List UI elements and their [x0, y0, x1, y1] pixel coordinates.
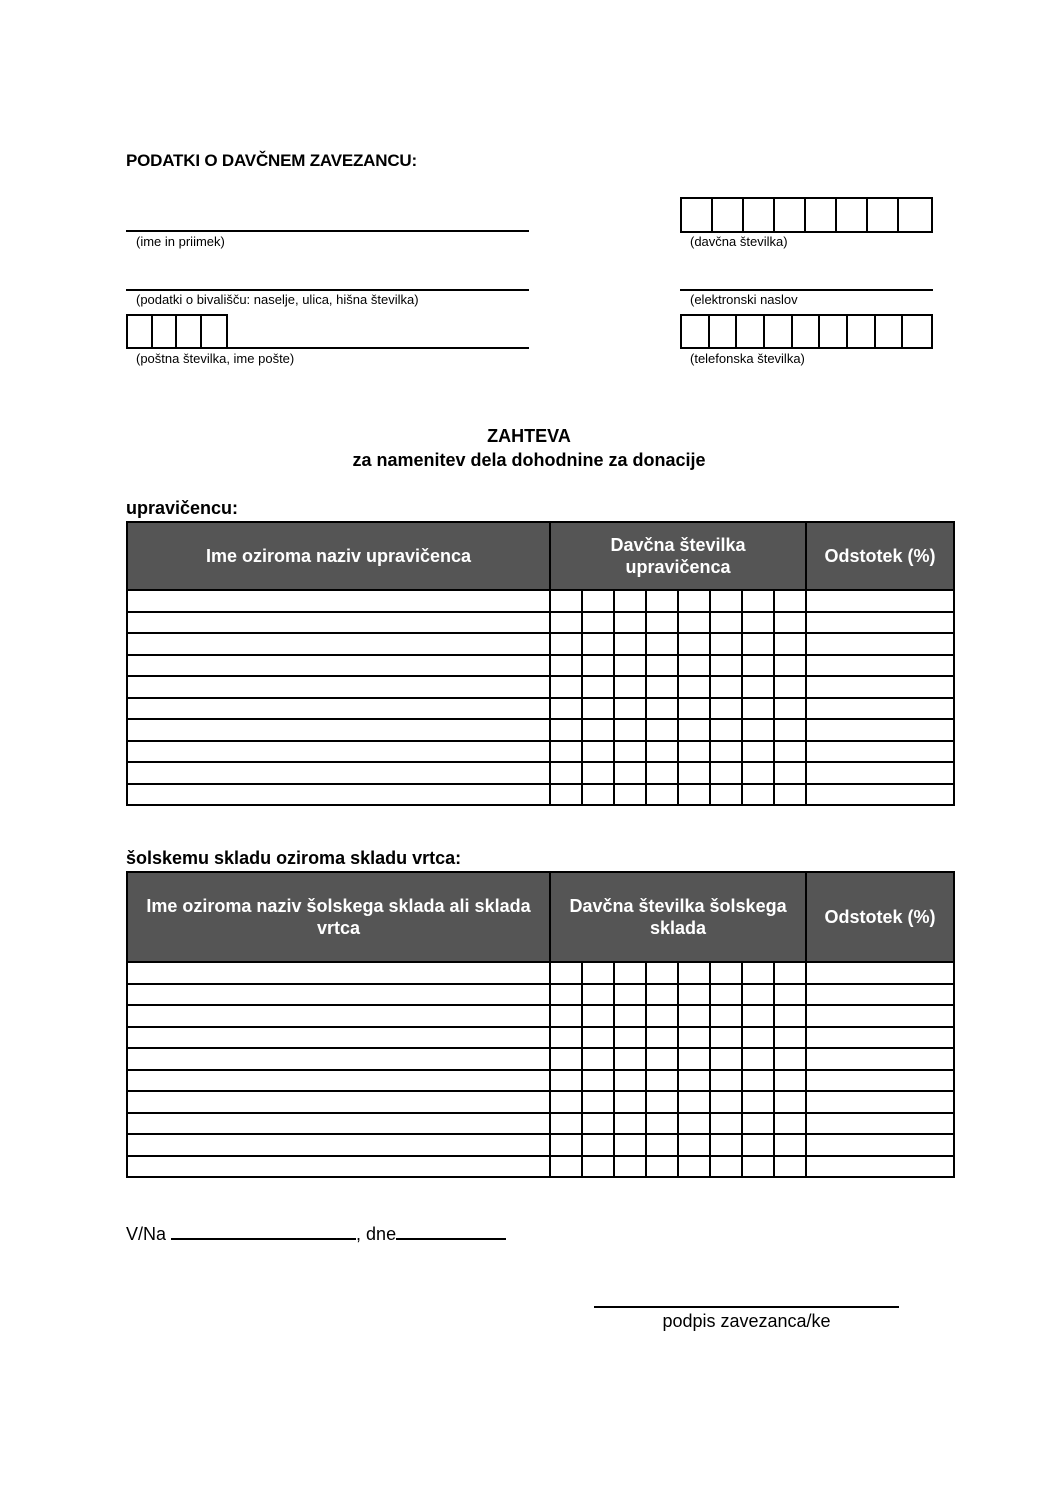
tax-digit-cell[interactable]: [710, 590, 742, 612]
percent-cell[interactable]: [806, 1070, 954, 1092]
email-field[interactable]: [680, 289, 933, 291]
tax-digit-cell[interactable]: [550, 612, 582, 634]
tax-digit-cell[interactable]: [710, 1027, 742, 1049]
signature-field[interactable]: [594, 1306, 899, 1308]
tax-digit-cell[interactable]: [582, 655, 614, 677]
tax-digit-cell[interactable]: [774, 1048, 806, 1070]
tax-digit-cell[interactable]: [646, 762, 678, 784]
tax-digit-cell[interactable]: [678, 1113, 710, 1135]
percent-cell[interactable]: [806, 984, 954, 1006]
postal-code-boxes[interactable]: [126, 314, 228, 349]
tax-digit-cell[interactable]: [614, 1091, 646, 1113]
percent-cell[interactable]: [806, 1027, 954, 1049]
table-row: [127, 590, 954, 612]
tax-digit-cell[interactable]: [582, 984, 614, 1006]
tax-digit-cell[interactable]: [550, 1156, 582, 1178]
tax-digit-cell[interactable]: [678, 1048, 710, 1070]
tax-digit-cell[interactable]: [774, 741, 806, 763]
tax-digit-cell[interactable]: [774, 784, 806, 806]
tax-digit-cell[interactable]: [550, 719, 582, 741]
tax-digit-cell[interactable]: [646, 1070, 678, 1092]
tax-digit-cell[interactable]: [710, 719, 742, 741]
tax-digit-cell[interactable]: [742, 741, 774, 763]
table-row: [127, 1156, 954, 1178]
school-funds-label: šolskemu skladu oziroma skladu vrtca:: [126, 848, 462, 868]
tax-digit-cell[interactable]: [614, 1156, 646, 1178]
tax-digit-cell[interactable]: [678, 633, 710, 655]
email-label: (elektronski naslov: [690, 292, 798, 307]
name-cell[interactable]: [127, 784, 550, 806]
place-field[interactable]: [171, 1222, 356, 1240]
name-cell[interactable]: [127, 984, 550, 1006]
tax-digit-cell[interactable]: [742, 984, 774, 1006]
tax-digit-cell[interactable]: [710, 741, 742, 763]
phone-boxes[interactable]: [680, 314, 933, 349]
percent-cell[interactable]: [806, 1005, 954, 1027]
tax-digit-cell[interactable]: [710, 1048, 742, 1070]
address-field[interactable]: [126, 289, 529, 291]
table-row: [127, 1005, 954, 1027]
tax-digit-cell[interactable]: [774, 655, 806, 677]
tax-digit-cell[interactable]: [710, 698, 742, 720]
tax-digit-cell[interactable]: [742, 1134, 774, 1156]
name-cell[interactable]: [127, 676, 550, 698]
percent-cell[interactable]: [806, 633, 954, 655]
tax-digit-cell[interactable]: [550, 655, 582, 677]
percent-cell[interactable]: [806, 698, 954, 720]
tax-digit-cell[interactable]: [774, 1005, 806, 1027]
name-label: (ime in priimek): [136, 234, 225, 249]
tax-digit-cell[interactable]: [742, 1156, 774, 1178]
tax-digit-cell[interactable]: [614, 962, 646, 984]
tax-digit-cell[interactable]: [582, 762, 614, 784]
table-row: [127, 962, 954, 984]
name-field[interactable]: [126, 230, 529, 232]
percent-cell[interactable]: [806, 741, 954, 763]
tax-digit-cell[interactable]: [774, 1134, 806, 1156]
tax-digit-cell[interactable]: [742, 1113, 774, 1135]
tax-digit-cell[interactable]: [582, 633, 614, 655]
tax-digit-cell[interactable]: [774, 590, 806, 612]
table-row: [127, 612, 954, 634]
tax-digit-cell[interactable]: [550, 1134, 582, 1156]
tax-digit-cell[interactable]: [646, 784, 678, 806]
tax-digit-cell[interactable]: [550, 1005, 582, 1027]
tax-digit-cell[interactable]: [550, 962, 582, 984]
tax-digit-cell[interactable]: [614, 612, 646, 634]
name-cell[interactable]: [127, 741, 550, 763]
tax-digit-cell[interactable]: [710, 655, 742, 677]
tax-digit-cell[interactable]: [678, 1156, 710, 1178]
tax-digit-cell[interactable]: [710, 1113, 742, 1135]
tax-digit-cell[interactable]: [646, 655, 678, 677]
tax-digit-cell[interactable]: [646, 612, 678, 634]
tax-digit-cell[interactable]: [550, 1027, 582, 1049]
percent-cell[interactable]: [806, 1134, 954, 1156]
name-cell[interactable]: [127, 633, 550, 655]
tax-digit-cell[interactable]: [614, 1048, 646, 1070]
date-field[interactable]: [396, 1222, 506, 1240]
postal-label: (poštna številka, ime pošte): [136, 351, 295, 366]
tax-digit-cell[interactable]: [774, 1070, 806, 1092]
tax-digit-cell[interactable]: [742, 612, 774, 634]
col-name: Ime oziroma naziv šolskega sklada ali sklada vrtca: [127, 872, 550, 962]
tax-digit-cell[interactable]: [678, 1027, 710, 1049]
tax-digit-cell[interactable]: [614, 784, 646, 806]
percent-cell[interactable]: [806, 1048, 954, 1070]
beneficiaries-label: upravičencu:: [126, 498, 239, 518]
table-row: [127, 1091, 954, 1113]
tax-digit-cell[interactable]: [742, 698, 774, 720]
tax-digit-cell[interactable]: [774, 676, 806, 698]
name-cell[interactable]: [127, 719, 550, 741]
tax-digit-cell[interactable]: [774, 1156, 806, 1178]
name-cell[interactable]: [127, 962, 550, 984]
tax-digit-cell[interactable]: [614, 984, 646, 1006]
col-percent: Odstotek (%): [806, 522, 954, 590]
table-row: [127, 1134, 954, 1156]
percent-cell[interactable]: [806, 762, 954, 784]
tax-digit-cell[interactable]: [582, 612, 614, 634]
percent-cell[interactable]: [806, 676, 954, 698]
tax-digit-cell[interactable]: [774, 633, 806, 655]
name-cell[interactable]: [127, 1048, 550, 1070]
request-subtitle: za namenitev dela dohodnine za donacije: [352, 450, 706, 470]
tax-digit-cell[interactable]: [710, 676, 742, 698]
taxpayer-heading: PODATKI O DAVČNEM ZAVEZANCU:: [126, 151, 417, 170]
col-tax-number: Davčna številka upravičenca: [550, 522, 806, 590]
tax-digit-cell[interactable]: [646, 590, 678, 612]
date-prefix: , dne: [356, 1224, 397, 1244]
table-row: [127, 1113, 954, 1135]
name-cell[interactable]: [127, 698, 550, 720]
tax-digit-cell[interactable]: [710, 1005, 742, 1027]
tax-digit-cell[interactable]: [678, 719, 710, 741]
tax-digit-cell[interactable]: [742, 1091, 774, 1113]
table-row: [127, 719, 954, 741]
name-cell[interactable]: [127, 1005, 550, 1027]
place-date-line: [126, 1222, 506, 1245]
phone-label: (telefonska številka): [690, 351, 805, 366]
tax-digit-cell[interactable]: [582, 1134, 614, 1156]
col-name: Ime oziroma naziv upravičenca: [127, 522, 550, 590]
tax-digit-cell[interactable]: [742, 1048, 774, 1070]
tax-digit-cell[interactable]: [678, 1091, 710, 1113]
tax-digit-cell[interactable]: [678, 612, 710, 634]
tax-digit-cell[interactable]: [646, 1091, 678, 1113]
tax-digit-cell[interactable]: [550, 633, 582, 655]
tax-number-boxes[interactable]: [680, 197, 933, 233]
name-cell[interactable]: [127, 612, 550, 634]
tax-digit-cell[interactable]: [678, 962, 710, 984]
tax-digit-cell[interactable]: [582, 1005, 614, 1027]
tax-digit-cell[interactable]: [710, 762, 742, 784]
tax-digit-cell[interactable]: [710, 1134, 742, 1156]
tax-digit-cell[interactable]: [678, 655, 710, 677]
percent-cell[interactable]: [806, 612, 954, 634]
tax-digit-cell[interactable]: [774, 1113, 806, 1135]
tax-digit-cell[interactable]: [774, 719, 806, 741]
tax-digit-cell[interactable]: [582, 590, 614, 612]
tax-digit-cell[interactable]: [614, 1027, 646, 1049]
post-name-field[interactable]: [228, 347, 529, 349]
address-label: (podatki o bivališču: naselje, ulica, hišna številka): [136, 292, 419, 307]
tax-digit-cell[interactable]: [550, 1048, 582, 1070]
tax-digit-cell[interactable]: [678, 1070, 710, 1092]
tax-digit-cell[interactable]: [646, 962, 678, 984]
tax-digit-cell[interactable]: [710, 962, 742, 984]
tax-digit-cell[interactable]: [614, 676, 646, 698]
tax-digit-cell[interactable]: [678, 698, 710, 720]
name-cell[interactable]: [127, 1113, 550, 1135]
tax-digit-cell[interactable]: [582, 676, 614, 698]
tax-digit-cell[interactable]: [582, 698, 614, 720]
tax-digit-cell[interactable]: [550, 1113, 582, 1135]
table-row: [127, 784, 954, 806]
tax-digit-cell[interactable]: [646, 698, 678, 720]
tax-digit-cell[interactable]: [614, 590, 646, 612]
tax-digit-cell[interactable]: [678, 762, 710, 784]
name-cell[interactable]: [127, 1134, 550, 1156]
tax-digit-cell[interactable]: [742, 784, 774, 806]
tax-digit-cell[interactable]: [646, 633, 678, 655]
table-row: [127, 762, 954, 784]
name-cell[interactable]: [127, 1156, 550, 1178]
percent-cell[interactable]: [806, 655, 954, 677]
tax-digit-cell[interactable]: [646, 1005, 678, 1027]
tax-digit-cell[interactable]: [710, 784, 742, 806]
tax-digit-cell[interactable]: [774, 962, 806, 984]
tax-digit-cell[interactable]: [678, 984, 710, 1006]
tax-digit-cell[interactable]: [710, 1091, 742, 1113]
tax-digit-cell[interactable]: [550, 741, 582, 763]
tax-digit-cell[interactable]: [550, 984, 582, 1006]
tax-digit-cell[interactable]: [550, 698, 582, 720]
tax-digit-cell[interactable]: [774, 698, 806, 720]
table-row: [127, 698, 954, 720]
percent-cell[interactable]: [806, 1113, 954, 1135]
school-funds-table: [126, 871, 955, 1178]
tax-digit-cell[interactable]: [614, 655, 646, 677]
table-row: [127, 1048, 954, 1070]
tax-digit-cell[interactable]: [582, 741, 614, 763]
tax-digit-cell[interactable]: [742, 655, 774, 677]
name-cell[interactable]: [127, 1070, 550, 1092]
tax-digit-cell[interactable]: [614, 1070, 646, 1092]
tax-digit-cell[interactable]: [582, 1048, 614, 1070]
tax-digit-cell[interactable]: [550, 762, 582, 784]
tax-digit-cell[interactable]: [582, 784, 614, 806]
tax-digit-cell[interactable]: [710, 633, 742, 655]
tax-digit-cell[interactable]: [550, 1091, 582, 1113]
tax-digit-cell[interactable]: [742, 1027, 774, 1049]
tax-digit-cell[interactable]: [614, 1113, 646, 1135]
name-cell[interactable]: [127, 762, 550, 784]
tax-digit-cell[interactable]: [678, 590, 710, 612]
tax-digit-cell[interactable]: [774, 612, 806, 634]
tax-digit-cell[interactable]: [646, 719, 678, 741]
tax-digit-cell[interactable]: [742, 719, 774, 741]
tax-digit-cell[interactable]: [678, 741, 710, 763]
percent-cell[interactable]: [806, 962, 954, 984]
tax-digit-cell[interactable]: [678, 784, 710, 806]
col-tax-number: Davčna številka šolskega sklada: [550, 872, 806, 962]
tax-digit-cell[interactable]: [550, 590, 582, 612]
tax-digit-cell[interactable]: [614, 1005, 646, 1027]
tax-digit-cell[interactable]: [742, 1005, 774, 1027]
tax-digit-cell[interactable]: [710, 612, 742, 634]
percent-cell[interactable]: [806, 1091, 954, 1113]
tax-digit-cell[interactable]: [742, 1070, 774, 1092]
request-title: ZAHTEVA: [487, 426, 571, 446]
tax-digit-cell[interactable]: [614, 741, 646, 763]
percent-cell[interactable]: [806, 784, 954, 806]
tax-digit-cell[interactable]: [774, 1091, 806, 1113]
tax-digit-cell[interactable]: [774, 1027, 806, 1049]
tax-digit-cell[interactable]: [774, 762, 806, 784]
tax-digit-cell[interactable]: [582, 1070, 614, 1092]
table-row: [127, 655, 954, 677]
signature-label: podpis zavezanca/ke: [662, 1311, 831, 1331]
tax-digit-cell[interactable]: [582, 1091, 614, 1113]
tax-number-label: (davčna številka): [690, 234, 788, 249]
table-row: [127, 1027, 954, 1049]
tax-digit-cell[interactable]: [678, 1134, 710, 1156]
tax-digit-cell[interactable]: [614, 719, 646, 741]
tax-digit-cell[interactable]: [614, 633, 646, 655]
name-cell[interactable]: [127, 1027, 550, 1049]
tax-digit-cell[interactable]: [582, 962, 614, 984]
tax-digit-cell[interactable]: [614, 762, 646, 784]
table-row: [127, 984, 954, 1006]
tax-digit-cell[interactable]: [742, 590, 774, 612]
percent-cell[interactable]: [806, 590, 954, 612]
tax-digit-cell[interactable]: [550, 784, 582, 806]
tax-digit-cell[interactable]: [678, 676, 710, 698]
tax-digit-cell[interactable]: [710, 1070, 742, 1092]
table-row: [127, 741, 954, 763]
tax-digit-cell[interactable]: [646, 741, 678, 763]
table-row: [127, 633, 954, 655]
name-cell[interactable]: [127, 1091, 550, 1113]
table-row: [127, 1070, 954, 1092]
tax-digit-cell[interactable]: [710, 1156, 742, 1178]
tax-digit-cell[interactable]: [742, 762, 774, 784]
tax-digit-cell[interactable]: [582, 1027, 614, 1049]
tax-digit-cell[interactable]: [646, 984, 678, 1006]
tax-digit-cell[interactable]: [742, 676, 774, 698]
tax-digit-cell[interactable]: [646, 1134, 678, 1156]
name-cell[interactable]: [127, 590, 550, 612]
beneficiaries-table: [126, 521, 955, 806]
tax-digit-cell[interactable]: [710, 984, 742, 1006]
tax-digit-cell[interactable]: [582, 1156, 614, 1178]
percent-cell[interactable]: [806, 1156, 954, 1178]
tax-digit-cell[interactable]: [646, 1156, 678, 1178]
tax-digit-cell[interactable]: [614, 1134, 646, 1156]
tax-digit-cell[interactable]: [646, 1113, 678, 1135]
tax-digit-cell[interactable]: [614, 698, 646, 720]
table-row: [127, 676, 954, 698]
tax-digit-cell[interactable]: [742, 633, 774, 655]
tax-digit-cell[interactable]: [678, 1005, 710, 1027]
tax-digit-cell[interactable]: [550, 1070, 582, 1092]
percent-cell[interactable]: [806, 719, 954, 741]
tax-digit-cell[interactable]: [582, 1113, 614, 1135]
tax-digit-cell[interactable]: [550, 676, 582, 698]
tax-digit-cell[interactable]: [742, 962, 774, 984]
tax-digit-cell[interactable]: [646, 1027, 678, 1049]
tax-digit-cell[interactable]: [646, 676, 678, 698]
tax-digit-cell[interactable]: [582, 719, 614, 741]
tax-digit-cell[interactable]: [646, 1048, 678, 1070]
col-percent: Odstotek (%): [806, 872, 954, 962]
tax-digit-cell[interactable]: [774, 984, 806, 1006]
name-cell[interactable]: [127, 655, 550, 677]
place-prefix: V/Na: [126, 1224, 167, 1244]
